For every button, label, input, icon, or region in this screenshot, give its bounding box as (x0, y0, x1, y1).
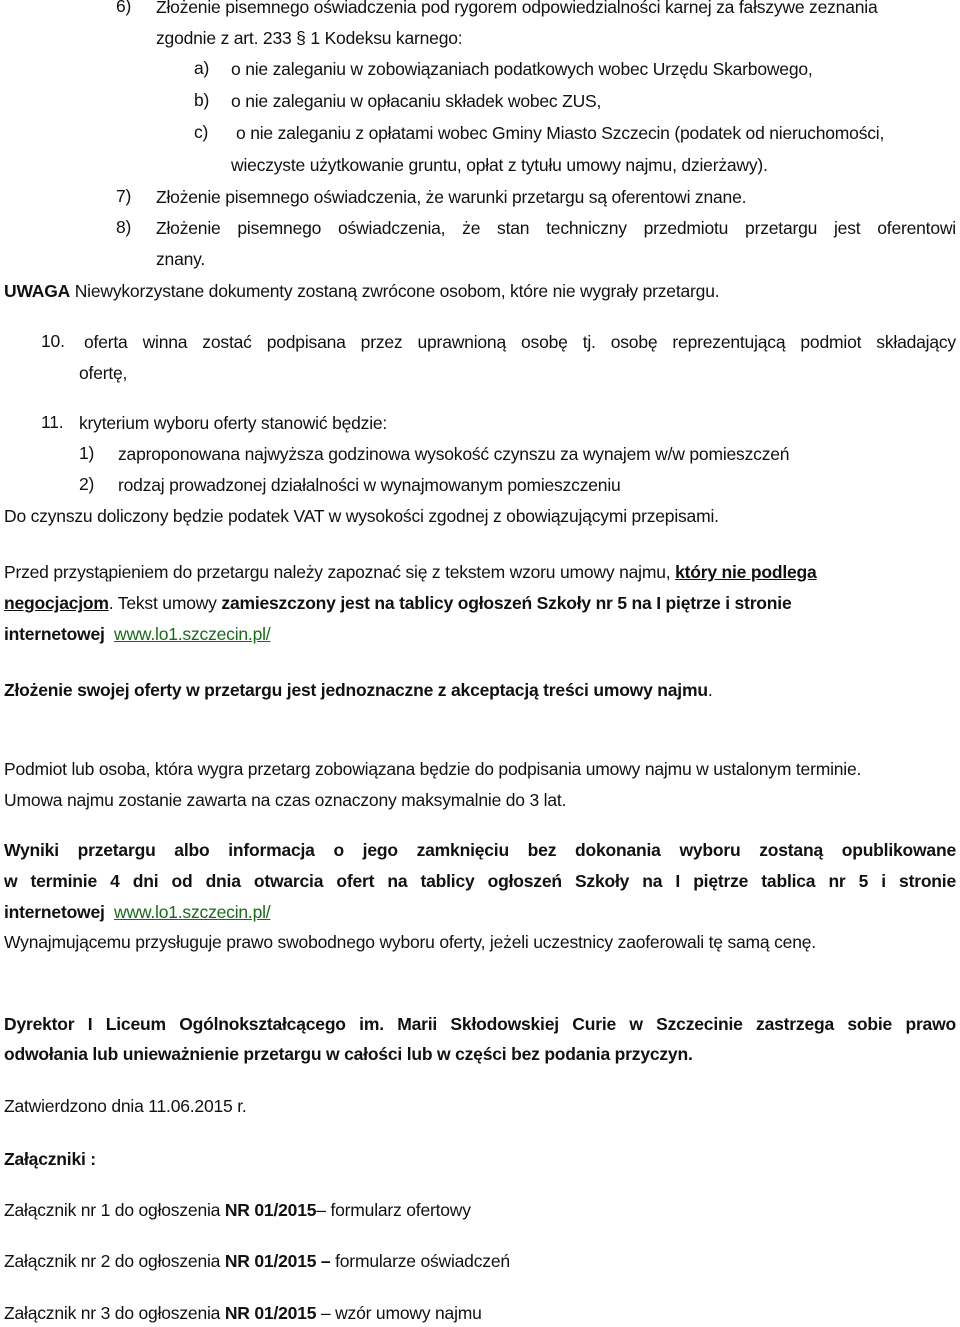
results-line1: Wyniki przetargu albo informacja o jego zamknięciu bez dokonania wyboru zostaną opublikowane (4, 840, 956, 860)
item7-text: Złożenie pisemnego oświadczenia, że warunki przetargu są oferentowi znane. (156, 187, 747, 207)
list-letter: c) (194, 122, 209, 142)
contract-para-line3 (4, 623, 270, 645)
website-link[interactable]: www.lo1.szczecin.pl/ (114, 624, 271, 644)
attachment-desc: – wzór umowy najmu (316, 1303, 482, 1323)
uwaga-note (4, 280, 719, 302)
non-negotiable-text: który nie podlega (675, 562, 817, 582)
contract-para-line2 (4, 592, 791, 614)
section-number: 11. (41, 412, 64, 432)
list-letter: a) (194, 58, 210, 78)
attachment-number: NR 01/2015 – (224, 1251, 331, 1271)
location-text: zamieszczony jest na tablicy ogłoszeń Szkoły nr 5 na I piętrze i stronie (221, 593, 792, 613)
contract-text: Przed przystąpieniem do przetargu należy zapoznać się z tekstem wzoru umowy najmu, (4, 562, 676, 582)
item6-c-line2: wieczyste użytkowanie gruntu, opłat z tytułu umowy najmu, dzierżawy). (231, 155, 768, 175)
acceptance-note (4, 679, 713, 701)
attachment-number: NR 01/2015 (224, 1303, 317, 1323)
list-number: 6) (116, 0, 132, 16)
approval-date: Zatwierdzono dnia 11.06.2015 r. (4, 1096, 247, 1116)
vat-note: Do czynszu doliczony będzie podatek VAT w wysokości zgodnej z obowiązującymi przepisami. (4, 506, 719, 526)
negotiation-text: negocjacjom (4, 593, 109, 613)
attachment-desc: formularze oświadczeń (330, 1251, 510, 1271)
list-number: 2) (79, 474, 95, 494)
sec11-item1: zaproponowana najwyższa godzinowa wysokość czynszu za wynajem w/w pomieszczeń (118, 444, 790, 464)
sec10-line1: oferta winna zostać podpisana przez uprawnioną osobę tj. osobę reprezentującą podmiot składający (84, 332, 956, 352)
winner-line2: Umowa najmu zostanie zawarta na czas oznaczony maksymalnie do 3 lat. (4, 790, 567, 810)
contract-para-line1 (4, 561, 817, 583)
attachment-desc: – formularz ofertowy (316, 1200, 471, 1220)
item8-line1: Złożenie pisemnego oświadczenia, że stan techniczny przedmiotu przetargu jest oferentowi (156, 218, 956, 238)
list-letter: b) (194, 90, 210, 110)
website-label: internetowej (4, 902, 105, 922)
attachment-number: NR 01/2015 (224, 1200, 317, 1220)
uwaga-text: Niewykorzystane dokumenty zostaną zwrócone osobom, które nie wygrały przetargu. (70, 281, 720, 301)
director-line2: odwołania lub unieważnienie przetargu w całości lub w części bez podania przyczyn. (4, 1044, 693, 1064)
attachment-2 (4, 1250, 510, 1272)
acceptance-text: Złożenie swojej oferty w przetargu jest jednoznaczne z akceptacją treści umowy najmu (4, 680, 708, 700)
attachment-text: Załącznik nr 1 do ogłoszenia (4, 1200, 225, 1220)
website-label: internetowej (4, 624, 105, 644)
section-number: 10. (41, 331, 65, 351)
contract-text: . Tekst umowy (108, 593, 222, 613)
sec11-item2: rodzaj prowadzonej działalności w wynajmowanym pomieszczeniu (118, 475, 621, 495)
list-number: 1) (79, 443, 95, 463)
results-line2: w terminie 4 dni od dnia otwarcia ofert na tablicy ogłoszeń Szkoły na I piętrze tablica nr 5 i stronie (4, 871, 956, 891)
period: . (707, 680, 713, 700)
attachment-text: Załącznik nr 3 do ogłoszenia (4, 1303, 225, 1323)
item8-line2: znany. (156, 249, 206, 269)
uwaga-label: UWAGA (4, 281, 71, 301)
item6-b-text: o nie zaleganiu w opłacaniu składek wobec ZUS, (231, 91, 602, 111)
sec11-text: kryterium wyboru oferty stanowić będzie: (79, 413, 388, 433)
director-line1: Dyrektor I Liceum Ogólnokształcącego im. Marii Skłodowskiej Curie w Szczecinie zastrzega sobie prawo (4, 1014, 956, 1034)
item6-a-text: o nie zaleganiu w zobowiązaniach podatkowych wobec Urzędu Skarbowego, (231, 59, 813, 79)
list-number: 7) (116, 186, 132, 206)
item6-line1: Złożenie pisemnego oświadczenia pod rygorem odpowiedzialności karnej za fałszywe zeznania (156, 0, 878, 17)
list-number: 8) (116, 217, 132, 237)
sec10-line2: ofertę, (79, 363, 128, 383)
attachment-3 (4, 1302, 482, 1324)
website-link[interactable]: www.lo1.szczecin.pl/ (114, 902, 271, 922)
attachment-text: Załącznik nr 2 do ogłoszenia (4, 1251, 225, 1271)
attachments-heading: Załączniki : (4, 1149, 96, 1169)
attachment-1 (4, 1199, 471, 1221)
results-line3 (4, 901, 270, 923)
winner-line1: Podmiot lub osoba, która wygra przetarg zobowiązana będzie do podpisania umowy najmu w ustalonym terminie. (4, 759, 862, 779)
item6-c-line1: o nie zaleganiu z opłatami wobec Gminy Miasto Szczecin (podatek od nieruchomości, (236, 123, 885, 143)
results-line4: Wynajmującemu przysługuje prawo swobodnego wyboru oferty, jeżeli uczestnicy zaoferowali tę samą cenę. (4, 932, 816, 952)
item6-line2: zgodnie z art. 233 § 1 Kodeksu karnego: (156, 28, 463, 48)
